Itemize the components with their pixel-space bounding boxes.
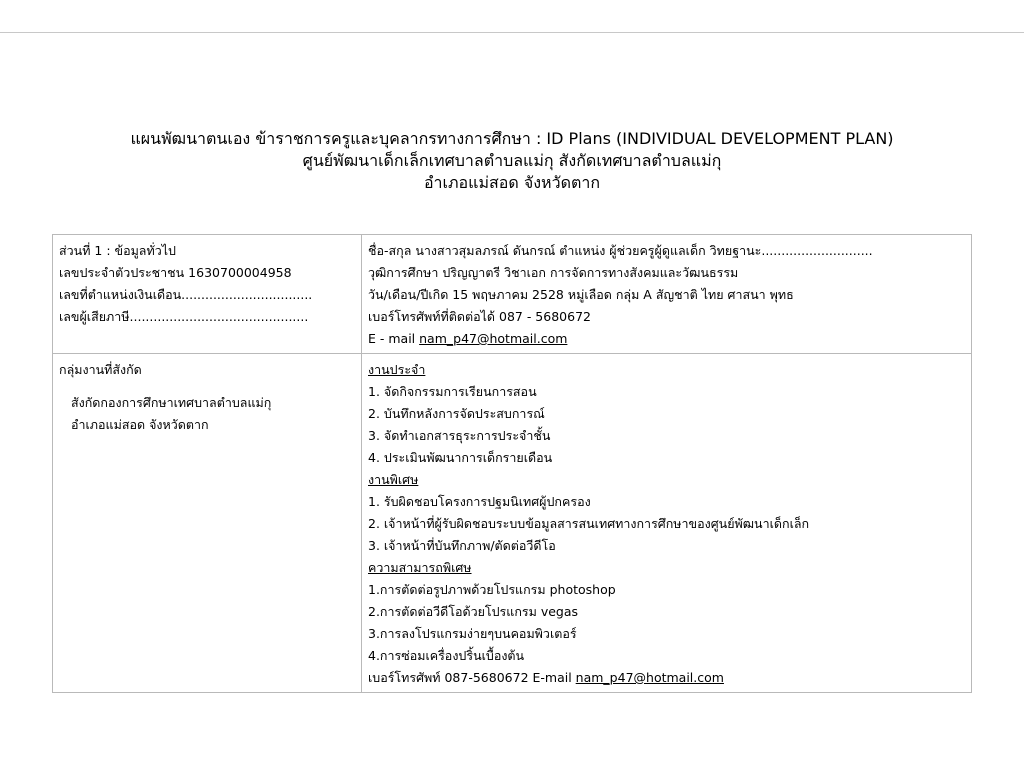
document-title — [0, 128, 1024, 194]
section1-left-cell — [53, 235, 362, 354]
work-group-heading: กลุ่มงานที่สังกัด — [59, 362, 142, 377]
routine-item: 2. บันทึกหลังการจัดประสบการณ์ — [368, 406, 545, 421]
email-label: E - mail — [368, 331, 420, 346]
education-line: วุฒิการศึกษา ปริญญาตรี วิชาเอก การจัดการทางสังคมและวัฒนธรรม — [368, 265, 739, 280]
contact-line — [368, 667, 965, 689]
section2-right-cell — [362, 354, 972, 693]
salary-position-number: เลขที่ตำแหน่งเงินเดือน................................. — [59, 287, 313, 302]
skill-item: 2.การตัดต่อวีดีโอด้วยโปรแกรม vegas — [368, 604, 579, 619]
title-line-1: แผนพัฒนาตนเอง ข้าราชการครูและบุคลากรทางการศึกษา : ID Plans (INDIVIDUAL DEVELOPMENT PLAN) — [130, 129, 894, 148]
routine-item: 4. ประเมินพัฒนาการเด็กรายเดือน — [368, 450, 553, 465]
section1-heading: ส่วนที่ 1 : ข้อมูลทั่วไป — [59, 243, 176, 258]
phone-line: เบอร์โทรศัพท์ที่ติดต่อได้ 087 - 5680672 — [368, 309, 591, 324]
affiliation-line-2: อำเภอแม่สอด จังหวัดตาก — [71, 417, 209, 432]
section2-left-cell — [53, 354, 362, 693]
title-line-2: ศูนย์พัฒนาเด็กเล็กเทศบาลตำบลแม่กุ สังกัดเทศบาลตำบลแม่กุ — [302, 151, 722, 170]
contact-email-link[interactable]: nam_p47@hotmail.com — [575, 670, 724, 685]
email-link[interactable]: nam_p47@hotmail.com — [419, 331, 568, 346]
routine-item: 1. จัดกิจกรรมการเรียนการสอน — [368, 384, 537, 399]
name-position-line: ชื่อ-สกุล นางสาวสุมลภรณ์ ดันกรณ์ ตำแหน่ง ผู้ช่วยครูผู้ดูแลเด็ก วิทยฐานะ............................ — [368, 243, 873, 258]
skill-item: 3.การลงโปรแกรมง่ายๆบนคอมพิวเตอร์ — [368, 626, 577, 641]
birth-info-line: วัน/เดือน/ปีเกิด 15 พฤษภาคม 2528 หมู่เลือด กลุ่ม A สัญชาติ ไทย ศาสนา พุทธ — [368, 287, 794, 302]
plan-table — [52, 234, 972, 693]
routine-work-heading: งานประจำ — [368, 362, 426, 377]
special-item: 3. เจ้าหน้าที่บันทึกภาพ/ตัดต่อวีดีโอ — [368, 538, 556, 553]
title-line-3: อำเภอแม่สอด จังหวัดตาก — [423, 173, 601, 192]
special-work-heading: งานพิเศษ — [368, 472, 419, 487]
section2-row — [53, 354, 972, 693]
top-divider — [0, 32, 1024, 33]
routine-item: 3. จัดทำเอกสารธุระการประจำชั้น — [368, 428, 551, 443]
email-line — [368, 328, 965, 350]
section1-row — [53, 235, 972, 354]
skill-item: 1.การตัดต่อรูปภาพด้วยโปรแกรม photoshop — [368, 582, 616, 597]
taxpayer-number: เลขผู้เสียภาษี............................................. — [59, 309, 309, 324]
skill-item: 4.การซ่อมเครื่องปริ้นเบื้องต้น — [368, 648, 525, 663]
affiliation-line-1: สังกัดกองการศึกษาเทศบาลตำบลแม่กุ — [71, 395, 272, 410]
special-item: 2. เจ้าหน้าที่ผู้รับผิดชอบระบบข้อมูลสารสนเทศทางการศึกษาของศูนย์พัฒนาเด็กเล็ก — [368, 516, 810, 531]
special-item: 1. รับผิดชอบโครงการปฐมนิเทศผู้ปกครอง — [368, 494, 591, 509]
contact-label: เบอร์โทรศัพท์ 087-5680672 E-mail — [368, 670, 576, 685]
special-skills-heading: ความสามารถพิเศษ — [368, 560, 472, 575]
spacer — [59, 381, 355, 392]
citizen-id: เลขประจำตัวประชาชน 1630700004958 — [59, 265, 292, 280]
section1-right-cell — [362, 235, 972, 354]
